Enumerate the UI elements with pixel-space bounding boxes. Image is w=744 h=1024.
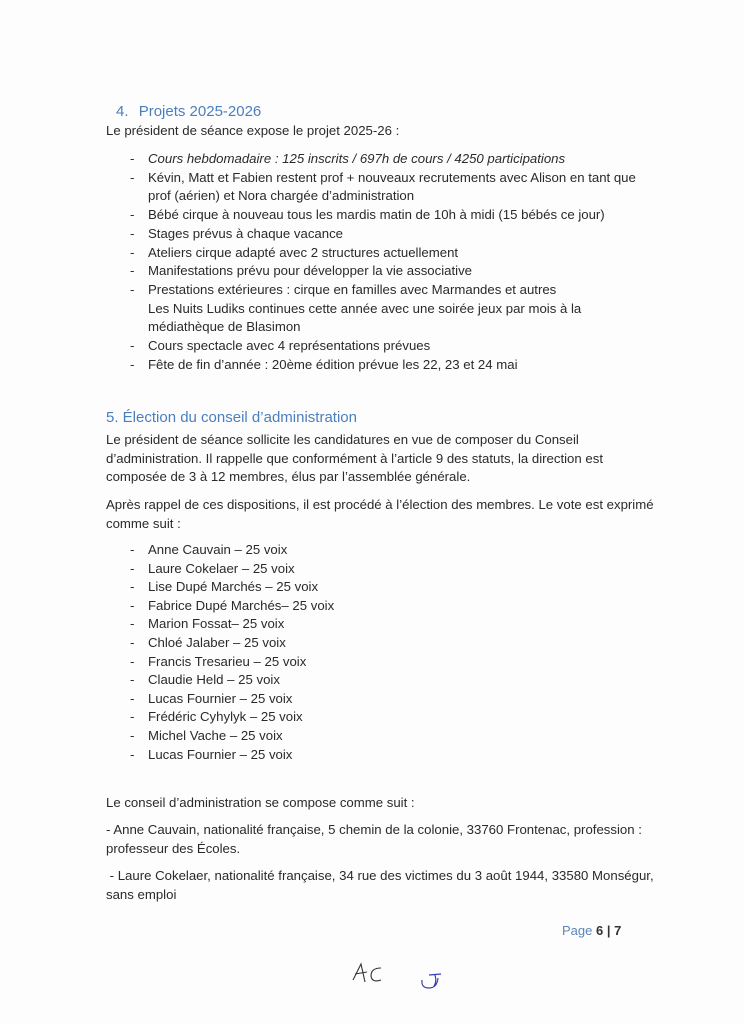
list-item: - Manifestations prévu pour développer la vie associative [130,263,473,279]
list-item: - Fête de fin d’année : 20ème édition prévue les 22, 23 et 24 mai [130,356,518,372]
section-number: 4. [116,103,129,120]
section-4-heading [116,103,261,120]
list-item: - Ateliers cirque adapté avec 2 structures actuellement [130,244,459,260]
list-item: - Kévin, Matt et Fabien restent prof + nouveaux recrutements avec Alison en tant que prof (aérien) et Nora chargée d’administration [130,169,636,204]
list-item: - Cours hebdomadaire : 125 inscrits / 697h de cours / 4250 participations [130,151,566,166]
vote-item: - Lucas Fournier – 25 voix [130,690,293,706]
text-line: sans emploi [106,886,177,902]
text-line: d’administration. Il rappelle que conformément à l’article 9 des statuts, la direction est [106,450,603,466]
section-5-paragraph-1 [106,431,603,487]
list-item: - Cours spectacle avec 4 représentations prévues [130,338,431,354]
initials-ac-c [371,968,381,981]
member-entry [106,867,654,904]
separator: | [606,923,611,938]
vote-item: - Lise Dupé Marchés – 25 voix [130,579,319,595]
initials-ac-a [353,964,367,982]
text-line: professeur des Écoles. [106,840,241,856]
vote-item: - Fabrice Dupé Marchés– 25 voix [130,597,335,613]
text-line: - Laure Cokelaer, nationalité française, 34 rue des victimes du 3 août 1944, 33580 Monségur, [106,868,654,883]
initials-blue [422,974,441,988]
text-line: Après rappel de ces dispositions, il est procédé à l’élection des membres. Le vote est exprimé [106,497,654,512]
vote-list [106,541,334,764]
section-5-heading: 5. Élection du conseil d’administration [106,409,357,426]
projects-list [106,150,636,374]
list-item: - Stages prévus à chaque vacance [130,225,344,241]
text-line: - Anne Cauvain, nationalité française, 5 chemin de la colonie, 33760 Frontenac, profession : [106,822,642,837]
list-item: - Bébé cirque à nouveau tous les mardis matin de 10h à midi (15 bébés ce jour) [130,207,605,223]
vote-item: - Anne Cauvain – 25 voix [130,542,288,557]
vote-item: - Frédéric Cyhylyk – 25 voix [130,709,303,725]
current-page: 6 [596,923,604,938]
vote-item: - Claudie Held – 25 voix [130,672,280,688]
text-line: composée de 3 à 12 membres, élus par l’assemblée générale. [106,469,471,485]
composition-intro: Le conseil d’administration se compose comme suit : [106,795,415,810]
section-title: Projets 2025-2026 [138,103,262,120]
vote-item: - Marion Fossat– 25 voix [130,616,285,632]
list-item: - Prestations extérieures : cirque en familles avec Marmandes et autres Les Nuits Ludiks continues cette année avec une soirée jeux par mois à la médiathèque de Blasimon [130,281,582,335]
section-4-intro: Le président de séance expose le projet 2025-26 : [106,123,400,138]
page-label: Page [562,923,593,938]
vote-item: - Francis Tresarieu – 25 voix [130,653,307,669]
handwritten-initials [345,958,465,998]
page-number [562,923,621,938]
text-line: Le président de séance sollicite les candidatures en vue de composer du Conseil [106,432,579,447]
vote-item: - Lucas Fournier – 25 voix [130,746,293,762]
section-5-paragraph-2 [106,496,654,533]
vote-item: - Michel Vache – 25 voix [130,727,283,743]
text-line: comme suit : [106,515,181,531]
vote-item: - Chloé Jalaber – 25 voix [130,634,286,650]
vote-item: - Laure Cokelaer – 25 voix [130,560,295,576]
member-entry [106,821,642,858]
total-pages: 7 [614,923,622,938]
